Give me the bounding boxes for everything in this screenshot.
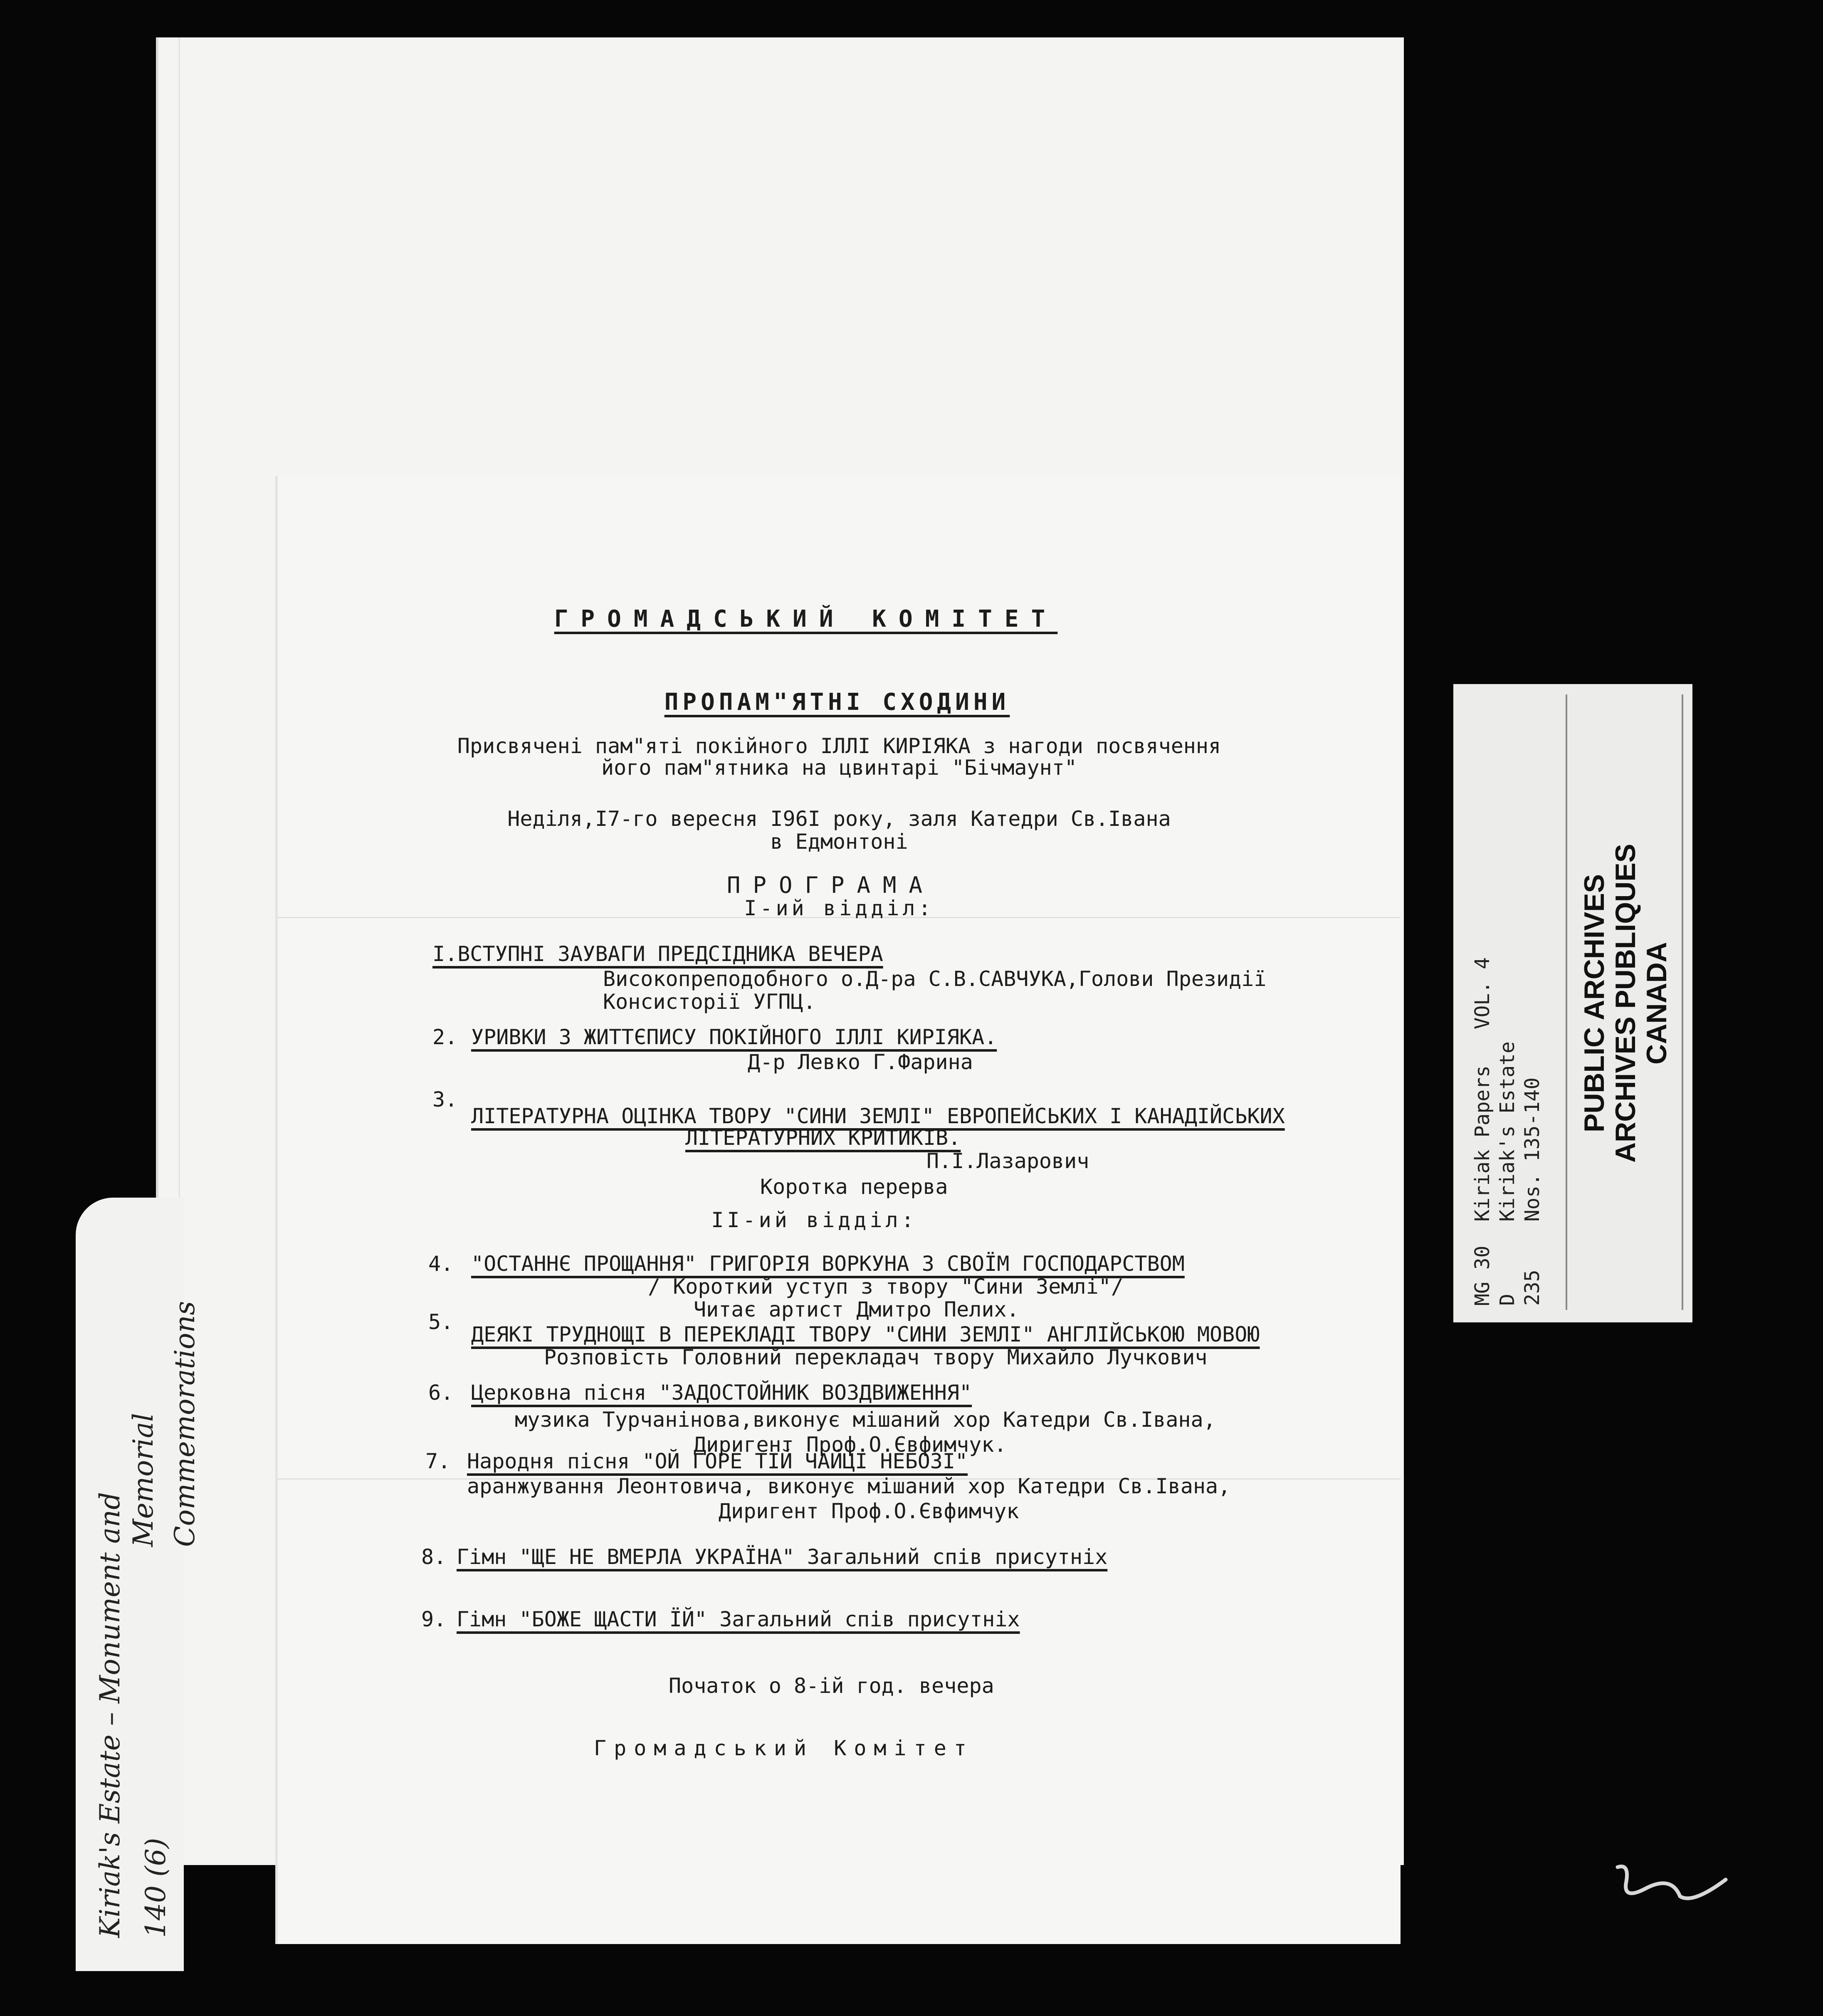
item2-number: 2.: [432, 1025, 458, 1049]
item1-title: І.ВСТУПНІ ЗАУВАГИ ПРЕДСІДНИКА ВЕЧЕРА: [432, 942, 883, 966]
item4-detail2: Читає артист Дмитро Пелих.: [694, 1297, 1019, 1322]
handwritten-tab-note: [85, 1223, 201, 1954]
label-ref-line2: D Kiriak's Estate: [1496, 1041, 1519, 1306]
tab-note-line2: Memorial Commemorations: [127, 1301, 201, 1547]
date-line2: в Едмонтоні: [770, 830, 908, 854]
start-time: Початок о 8-ій год. вечера: [669, 1674, 994, 1698]
tab-note-line3: 140 (6): [140, 1838, 172, 1938]
item7-detail1: аранжування Леонтовича, виконує мішаний хор Катедри Св.Івана,: [467, 1474, 1231, 1498]
item8-number: 8.: [421, 1545, 447, 1569]
item6-detail1: музика Турчанінова,виконує мішаний хор Катедри Св.Івана,: [515, 1408, 1216, 1432]
dedication-line1: Присвячені пам"яті покійного ІЛЛІ КИРІЯКА з нагоди посвячення: [457, 734, 1221, 758]
part2-heading: ІІ-ий відділ:: [711, 1208, 917, 1232]
item1-detail2: Консисторії УГПЦ.: [603, 990, 816, 1014]
item2-detail: Д-р Левко Г.Фарина: [748, 1050, 973, 1074]
intermission: Коротка перерва: [760, 1175, 948, 1199]
item3-title2: ЛІТЕРАТУРНИХ КРИТИКІВ.: [685, 1126, 961, 1150]
tab-note-line1: Kiriak's Estate – Monument and: [94, 1492, 126, 1938]
program-heading: ПРОГРАМА: [726, 872, 935, 898]
item4-detail1: / Короткий уступ з твору "Сини Землі"/: [648, 1275, 1124, 1299]
item1-detail1: Високопреподобного о.Д-ра С.В.САВЧУКА,Голови Президії: [603, 967, 1267, 991]
item7-number: 7.: [425, 1449, 451, 1473]
label-stamp-line2: ARCHIVES PUBLIQUES: [1610, 844, 1641, 1163]
item5-number: 5.: [428, 1310, 454, 1334]
public-archives-label: [1453, 684, 1692, 1322]
label-stamp-line1: PUBLIC ARCHIVES: [1578, 874, 1610, 1132]
item9-title: Гімн "БОЖЕ ЩАСТИ ЇЙ" Загальний спів присутніх: [457, 1607, 1020, 1631]
committee-signature: Громадський Комітет: [594, 1736, 974, 1760]
item6-number: 6.: [428, 1381, 454, 1405]
item9-number: 9.: [421, 1607, 447, 1631]
program-document: [278, 476, 1401, 1944]
label-stamp-line3: CANADA: [1641, 942, 1672, 1065]
item8-title: Гімн "ЩЕ НЕ ВМЕРЛА УКРАЇНА" Загальний спів присутніх: [457, 1545, 1108, 1569]
pencil-squiggle-mark: [1613, 1859, 1730, 1909]
committee-heading: ГРОМАДСЬКИЙ КОМІТЕТ: [554, 605, 1058, 632]
item6-title: Церковна пісня "ЗАДОСТОЙНИК ВОЗДВИЖЕННЯ": [471, 1381, 972, 1405]
item4-number: 4.: [428, 1252, 454, 1276]
item3-number: 3.: [432, 1087, 458, 1112]
item7-detail2: Диригент Проф.О.Євфимчук: [719, 1499, 1019, 1523]
label-ref-line3: 235 Nos. 135-140: [1521, 1077, 1544, 1306]
item3-title1: ЛІТЕРАТУРНА ОЦІНКА ТВОРУ "СИНИ ЗЕМЛІ" ЕВРОПЕЙСЬКИХ І КАНАДІЙСЬКИХ: [471, 1104, 1285, 1128]
date-line1: Неділя,І7-го вересня І96І року, заля Катедри Св.Івана: [507, 807, 1171, 831]
dedication-line2: його пам"ятника на цвинтарі "Бічмаунт": [601, 756, 1077, 780]
item3-detail: П.І.Лазарович: [926, 1149, 1089, 1173]
item2-title: УРИВКИ З ЖИТТЄПИСУ ПОКІЙНОГО ІЛЛІ КИРІЯКА.: [471, 1025, 997, 1049]
item6-detail2: Диригент Проф.О.Євфимчук.: [694, 1433, 1007, 1457]
event-title: ПРОПАМ"ЯТНІ СХОДИНИ: [664, 689, 1010, 716]
label-ref-line1: MG 30 Kiriak Papers VOL. 4: [1471, 957, 1494, 1306]
part1-heading: І-ий відділ:: [744, 896, 934, 920]
item5-detail: Розповість Головний перекладач твору Михайло Лучкович: [544, 1345, 1208, 1369]
item5-title: ДЕЯКІ ТРУДНОЩІ В ПЕРЕКЛАДІ ТВОРУ "СИНИ ЗЕМЛІ" АНГЛІЙСЬКОЮ МОВОЮ: [471, 1322, 1260, 1346]
item4-title: "ОСТАННЄ ПРОЩАННЯ" ГРИГОРІЯ ВОРКУНА З СВОЇМ ГОСПОДАРСТВОМ: [471, 1252, 1185, 1276]
item7-title: Народня пісня "ОЙ ГОРЕ ТІЙ ЧАЙЦІ НЕБОЗІ": [467, 1449, 968, 1473]
